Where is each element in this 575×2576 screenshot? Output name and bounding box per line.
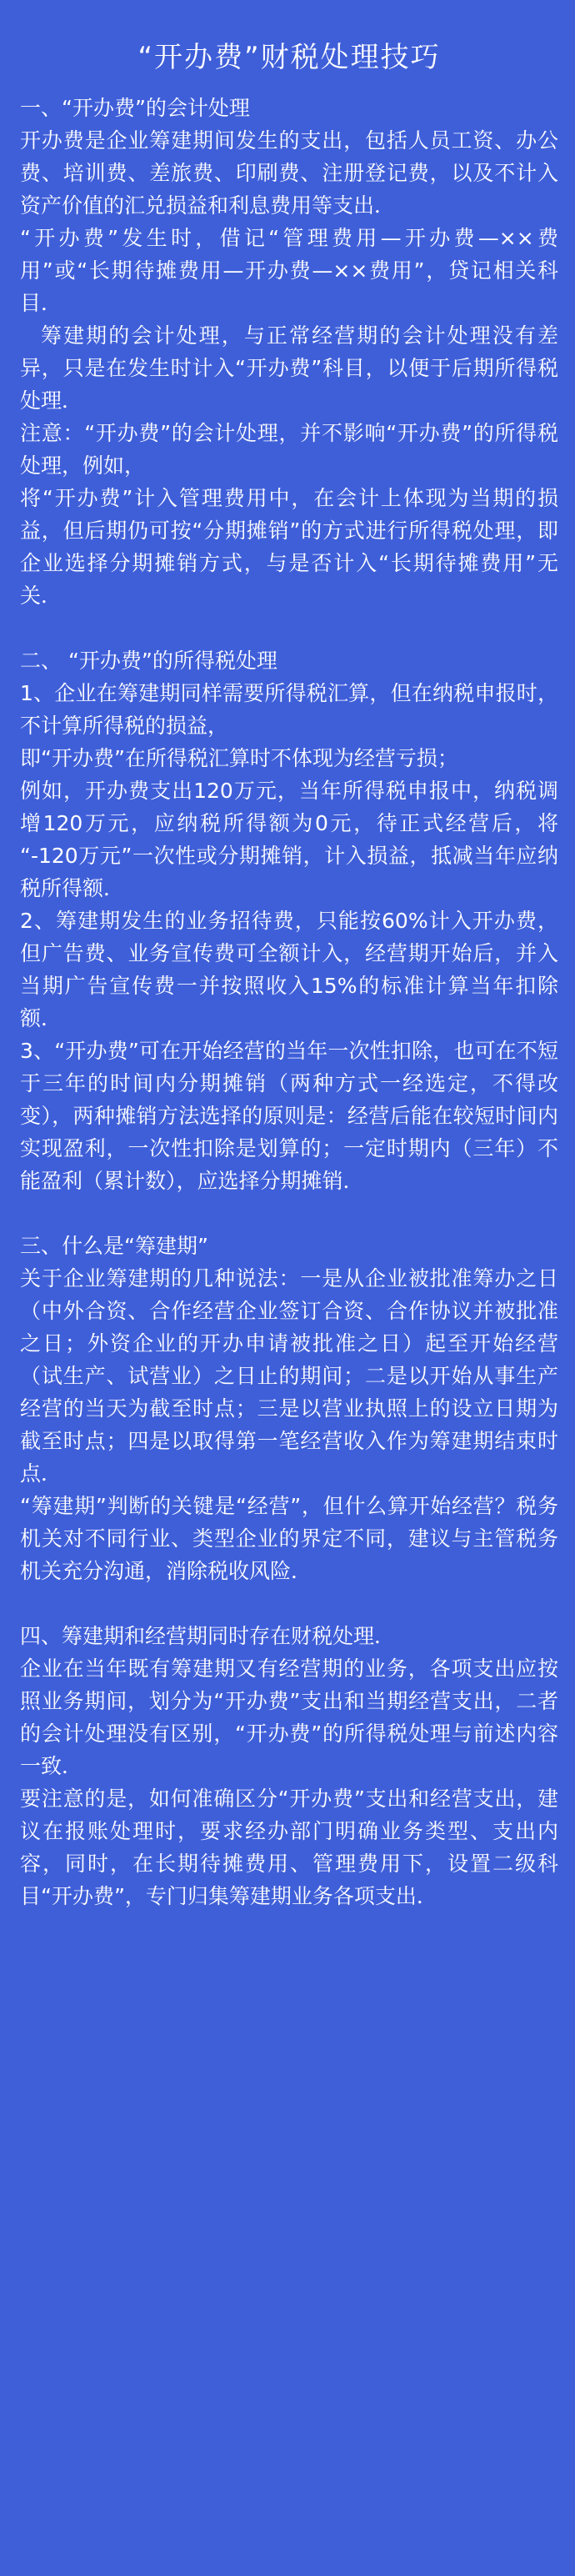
section-concurrent-periods: [20, 1620, 558, 1912]
section-heading: 一、“开办费”的会计处理: [20, 96, 250, 120]
paragraph: 关于企业筹建期的几种说法：一是从企业被批准筹办之日（中外合资、合作经营企业签订合资、合作协议并被批准之日；外资企业的开办申请被批准之日）起至开始经营（试生产、试营业）之日止的期间；二是以开始从事生产经营的当天为截至时点；三是以营业执照上的设立日期为截至时点；四是以取得第一笔经营收入作为筹建期结束时点．: [20, 1266, 558, 1486]
paragraph: 3、“开办费”可在开始经营的当年一次性扣除，也可在不短于三年的时间内分期摊销（两种方式一经选定，不得改变），两种摊销方法选择的原则是：经营后能在较短时间内实现盈利，一次性扣除是划算的；一定时期内（三年）不能盈利（累计数），应选择分期摊销．: [20, 1039, 558, 1193]
paragraph: “筹建期”判断的关键是“经营”，但什么算开始经营？税务机关对不同行业、类型企业的界定不同，建议与主管税务机关充分沟通，消除税收风险．: [20, 1494, 558, 1583]
section-spacer: [20, 1587, 558, 1620]
section-heading: 四、筹建期和经营期同时存在财税处理．: [20, 1624, 396, 1648]
paragraph: 筹建期的会计处理，与正常经营期的会计处理没有差异，只是在发生时计入“开办费”科目，以便于后期所得税处理．: [20, 323, 558, 413]
page-title: “开办费”财税处理技巧: [138, 41, 441, 74]
paragraph: 例如，开办费支出120万元，当年所得税申报中，纳税调增120万元，应纳税所得额为0元，待正式经营后，将 “-120万元”一次性或分期摊销，计入损益，抵减当年应纳税所得额．: [20, 779, 558, 900]
section-spacer: [20, 1197, 558, 1230]
paragraph: 企业在当年既有筹建期又有经营期的业务，各项支出应按照业务期间，划分为“开办费”支出和当期经营支出，二者的会计处理没有区别，“开办费”的所得税处理与前述内容一致．: [20, 1656, 558, 1778]
paragraph: 即“开办费”在所得税汇算时不体现为经营亏损；: [20, 746, 458, 770]
section-heading: 二、 “开办费”的所得税处理: [20, 649, 278, 673]
paragraph: 将“开办费”计入管理费用中，在会计上体现为当期的损益，但后期仍可按“分期摊销”的方式进行所得税处理，即企业选择分期摊销方式，与是否计入“长期待摊费用”无关．: [20, 486, 558, 608]
section-heading: 三、什么是“筹建期”: [20, 1234, 208, 1258]
paragraph: 要注意的是，如何准确区分“开办费”支出和经营支出，建议在报账处理时，要求经办部门明确业务类型、支出内容，同时，在长期待摊费用、管理费用下，设置二级科目“开办费”，专门归集筹建期业务各项支出．: [20, 1787, 558, 1908]
section-accounting: [20, 92, 558, 612]
paragraph: 2、筹建期发生的业务招待费，只能按60%计入开办费，但广告费、业务宣传费可全额计入，经营期开始后，并入当期广告宣传费一并按照收入15%的标准计算当年扣除额．: [20, 909, 558, 1030]
paragraph: “开办费”发生时，借记“管理费用—开办费—××费用”或“长期待摊费用—开办费—××费用”，贷记相关科目．: [20, 226, 558, 315]
paragraph: 开办费是企业筹建期间发生的支出，包括人员工资、办公费、培训费、差旅费、印刷费、注册登记费，以及不计入资产价值的汇兑损益和利息费用等支出．: [20, 128, 558, 218]
section-spacer: [20, 612, 558, 644]
section-preparation-period: [20, 1230, 558, 1587]
paragraph: 1、企业在筹建期同样需要所得税汇算，但在纳税申报时，不计算所得税的损益，: [20, 681, 558, 738]
paragraph: 注意：“开办费”的会计处理，并不影响“开办费”的所得税处理，例如，: [20, 421, 558, 478]
section-income-tax: [20, 644, 558, 1197]
